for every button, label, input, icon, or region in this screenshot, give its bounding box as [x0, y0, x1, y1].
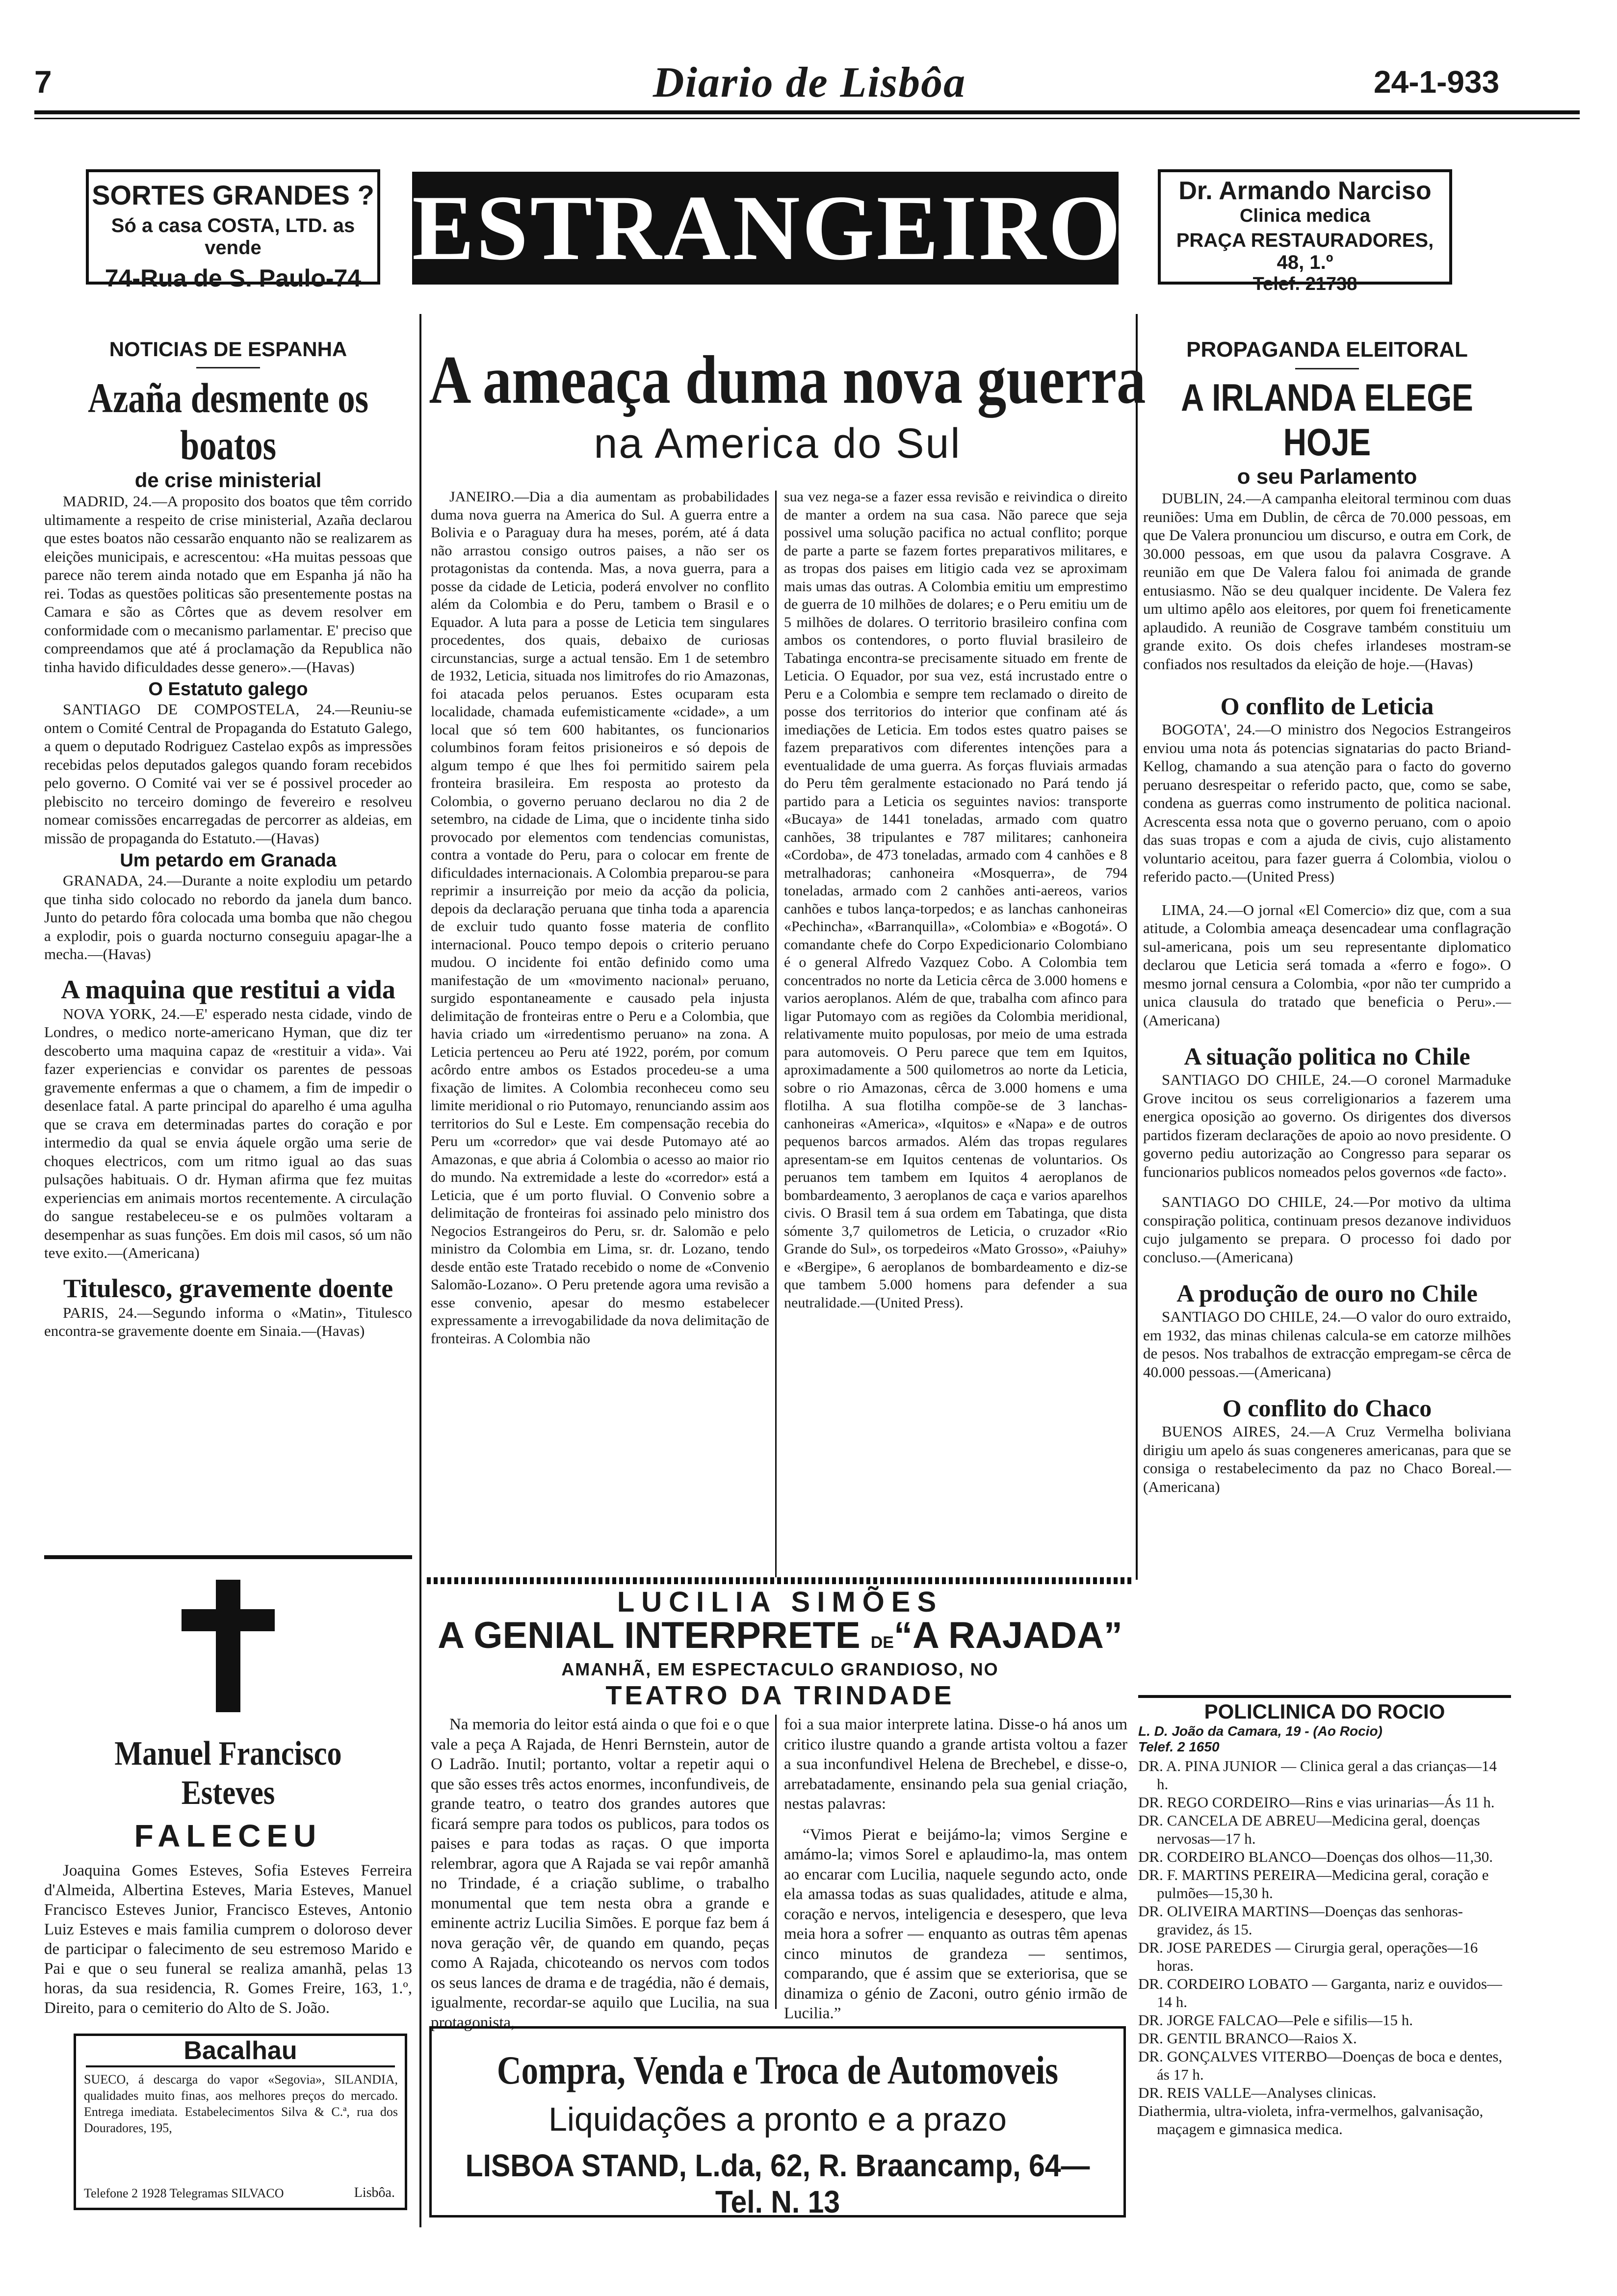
article-irlanda-text: DUBLIN, 24.—A campanha eleitoral terminou com duas reuniões: Uma em Dublin, de cêrca de 70.000 pessoas, em que De Valera pronunciou um discurso, e outra em Cork, de 30.000 pessoas, em que usou da palavra Cosgrave. A reunião em que De Valera falou foi animada de grande entusiasmo. Não se deu qualquer incidente. De Valera fez um ultimo apêlo aos eleitores, por quem foi freneticamente aplaudido. A reunião de Cosgrave também constituiu um grande exito. Os dois chefes irlandeses mostram-se confiados nos resultados da eleição de hoje.—(Havas)	[1143, 490, 1511, 673]
article-chile-politica	[1143, 1070, 1511, 1181]
obituary	[44, 1570, 412, 2018]
obituary-rule	[44, 1555, 412, 1559]
divider	[196, 367, 260, 368]
ad-bacalhau-text: SUECO, á descarga do vapor «Segovia», SILANDIA, qualidades muito finas, aos melhores preços do mercado. Entrega imediata. Estabelecimentos Silva & C.ª, rua dos Douradores, 195,	[84, 2072, 398, 2135]
article-leticia-text: BOGOTA', 24.—O ministro dos Negocios Estrangeiros enviou uma nota ás potencias signatarias do pacto Briand-Kellog, chamando a sua atenção para o facto do governo peruano desrespeitar o referido pacto, que, como se sabe, condena as guerras como instrumento de politica nacional. Acrescenta essa nota que o governo peruano, com o apoio das suas tropas e com a ajuda de civis, cujo alistamento voluntario aceitou, para fazer guerra á Colombia, violou o referido pacto.—(United Press)	[1143, 721, 1511, 885]
theater-line3: AMANHÃ, EM ESPECTACULO GRANDIOSO, NO	[561, 1659, 999, 1679]
column-rule	[1136, 314, 1138, 1580]
article-chaco-text: BUENOS AIRES, 24.—A Cruz Vermelha boliviana dirigiu um apelo ás suas congeneres americanas, para que se consiga o restabelecimento da paz no Chaco Boreal.—(Americana)	[1143, 1423, 1511, 1495]
policlinica-item: DR. JOSE PAREDES — Cirurgia geral, operações—16 horas.	[1138, 1939, 1478, 1974]
policlinica-item: DR. JORGE FALCAO—Pele e sifilis—15 h.	[1138, 2011, 1413, 2029]
main-subheadline: na America do Sul	[594, 420, 962, 467]
theater-rule-mid	[775, 1715, 777, 2009]
headline-titulesco: Titulesco, gravemente doente	[63, 1273, 393, 1303]
column-rule	[775, 491, 777, 1580]
main-headline: A ameaça duma nova guerra	[429, 342, 1146, 418]
policlinica-item: DR. CORDEIRO LOBATO — Garganta, nariz e ouvidos—14 h.	[1138, 1975, 1502, 2010]
headline-granada: Um petardo em Granada	[120, 850, 337, 871]
theater-col2-text: foi a sua maior interprete latina. Disse-o há anos um critico ilustre quando a grande artista voltou a fazer a sua inconfundivel Helena de Brechebel, e disse-o, arrebatadamente, ensinando pela sua genial criação, nestas palavras:	[784, 1716, 1127, 1813]
main-article-col1-text: JANEIRO.—Dia a dia aumentam as probabilidades duma nova guerra na America do Sul. A guerra entre a Bolivia e o Paraguay dura ha meses, porém, até á data não arrastou consigo outros paises, a não ser os protagonistas da contenda. Mas, a nova guerra, para a posse da cidade de Leticia, poderá envolver no conflito além da Colombia e do Peru, tambem o Brasil e o Equador. A luta para a posse de Leticia tem singulares procedentes, dos quais, debaixo de curiosas circunstancias, surge a actual tensão. Em 1 de setembro de 1932, Leticia, situada nos limitrofes do rio Amazonas, foi atacada pelos peruanos. Estes ocuparam esta localidade, chamada eufemisticamente «cidade», a um local que só tem 600 habitantes, os funcionarios columbinos foram feitos prisioneiros e só depois de algum tempo é que lhes foi permitido sairem pela fronteira brasileira. Em resposta ao protesto da Colombia, o governo peruano declarou no dia 2 de setembro, na cidade de Lima, que o incidente tinha sido provocado por elementos com tendencias comunistas, contra a vontade do Peru, para o colocar em frente de dificuldades internacionais. A Colombia preparou-se para reprimir a insurreição por meio da acção da policia, depois da declaração peruana que tinha toda a aparencia de excluir tudo quanto fosse materia de conflito internacional. Pouco tempo depois o criterio peruano mudou. O incidente foi então definido como uma manifestação de um «movimento nacional» peruano, surgido espontaneamente e causado pela injusta delimitação de fronteiras entre o Peru e a Colombia, que havia criado um «irredentismo peruano» na zona. A Leticia pertenceu ao Peru até 1922, porém, por comum acôrdo entre ambos os Estados procedeu-se a uma fixação de limites. A Colombia reconheceu como seu limite meridional o rio Putomayo, renunciando assim aos territorios do Sul e Leste. Em compensação recebia do Peru um «corredor» que vai desde Putomayo até ao Amazonas, e que abria á Colombia o acesso ao maior rio do mundo. Na extremidade a leste do «corredor» está a Leticia, que é um porto fluvial. O Convenio sobre a delimitação de fronteiras foi assinado pelo ministro dos Negocios Estrangeiros do Peru, sr. dr. Salomão e pelo ministro da Colombia em Lima, sr. dr. Lozano, tendo desde então este Tratado recebido o nome de «Convenio Salomão-Lozano». O Peru pretende agora uma revisão a esse convenio, apesar do mesmo estabelecer expressamente a irrevogabilidade da nova delimitação de fronteiras. A Colombia não	[431, 489, 769, 1347]
ad-sortes-line3: 74-Rua de S. Paulo-74	[104, 264, 362, 292]
theater-col1-text: Na memoria do leitor está ainda o que foi e o que vale a peça A Rajada, de Henri Bernstein, autor de O Ladrão. Inutil; portanto, voltar a repetir aqui o que são esses três actos enormes, inconfundiveis, de grande teatro, o teatro dos grandes autores que ficará sempre para todos os publicos, para todos os paises e para todas as raças. O que importa relembrar, agora que A Rajada se vai repôr amanhã no Trindade, é a criação sublime, o trabalho monumental que tem nesta obra a grande e eminente actriz Lucilia Simões. E porque faz bem á nova geração vêr, de quando em quando, peças como A Rajada, chicoteando os nervos com todos os seus lances de drama e de tragédia, não é demais, igualmente, recordar-se aquilo que Lucilia, na sua protagonista,	[431, 1716, 769, 2032]
ad-bacalhau-city: Lisbôa.	[354, 2185, 395, 2200]
policlinica-item: DR. CORDEIRO BLANCO—Doenças dos olhos—11,30.	[1138, 1848, 1493, 1865]
obituary-name: Manuel Francisco Esteves	[114, 1735, 342, 1812]
masthead-rule	[34, 110, 1580, 114]
theater-quote: “Vimos Pierat e beijámo-la; vimos Sergine e amámo-la; vimos Sorel e aplaudimo-la, mas ontem ao encarar com Lucilia, naquele segundo acto, onde ela amassa todas as suas qualidades, atitude e alma, coração e nervos, inteligencia e desespero, que leva meia hora a sofrer — enquanto as outras têm apenas cinco minutos de grandeza — sentimos, comparando, que é assim que se exteriorisa, que se dinamiza o génio de Zaconi, outro génio irmão de Lucilia.”	[784, 1826, 1127, 2022]
article-chile-conspiracao	[1143, 1193, 1511, 1266]
ad-doctor-line2: Clinica medica	[1239, 206, 1371, 226]
kicker-spain: NOTICIAS DE ESPANHA	[109, 338, 347, 361]
subhead-irlanda: o seu Parlamento	[1237, 465, 1417, 489]
ad-bacalhau	[74, 2034, 407, 2210]
headline-chile-politica: A situação politica no Chile	[1184, 1043, 1470, 1070]
ad-auto-line3: LISBOA STAND, L.da, 62, R. Braancamp, 64—Tel. N. 13	[465, 2148, 1090, 2219]
policlinica-addr1: L. D. João da Camara, 19 - (Ao Rocio)	[1138, 1723, 1382, 1739]
theater-line2c: “A RAJADA”	[893, 1615, 1122, 1656]
theater-rule-top	[427, 1577, 1133, 1584]
article-estatuto-text: SANTIAGO DE COMPOSTELA, 24.—Reuniu-se ontem o Comité Central de Propaganda do Estatuto Galego, a quem o deputado Rodriguez Castelao expôs as impressões recebidas pelos deputados galegos quando foram recebidos pelo governo. O Comité vai ver se é possivel proceder ao plebiscito no terceiro domingo de fevereiro e resolveu nomear comissões encarregadas de percorrer as aldeias, em missão de propaganda do Estatuto.—(Havas)	[44, 701, 412, 847]
article-irlanda	[1143, 489, 1511, 673]
column-rule	[419, 314, 421, 2227]
article-titulesco-text: PARIS, 24.—Segundo informa o «Matin», Titulesco encontra-se gravemente doente em Sinaia.—(Havas)	[44, 1304, 412, 1339]
headline-irlanda: A IRLANDA ELEGE HOJE	[1181, 376, 1473, 464]
headline-chaco: O conflito do Chaco	[1222, 1394, 1432, 1422]
policlinica-item: DR. GENTIL BRANCO—Raios X.	[1138, 2030, 1357, 2047]
policlinica-item: DR. OLIVEIRA MARTINS—Doenças das senhoras-gravidez, ás 15.	[1138, 1903, 1463, 1938]
headline-ouro: A produção de ouro no Chile	[1176, 1279, 1478, 1307]
headline-leticia: O conflito de Leticia	[1220, 692, 1434, 720]
article-leticia	[1143, 720, 1511, 886]
article-estatuto	[44, 700, 412, 847]
ad-sortes-line1: SORTES GRANDES ?	[92, 180, 374, 210]
divider	[1295, 368, 1359, 369]
kicker-propaganda: PROPAGANDA ELEITORAL	[1186, 338, 1468, 362]
right-column	[1143, 319, 1511, 1496]
theater-col2	[784, 1715, 1127, 2024]
headline-maquina: A maquina que restitui a vida	[61, 974, 395, 1004]
article-maquina	[44, 1005, 412, 1262]
policlinica-item: Diathermia, ultra-violeta, infra-vermelhos, galvanisação, maçagem e gimnasica medica.	[1138, 2102, 1484, 2138]
section-title-text: ESTRANGEIRO	[412, 177, 1123, 280]
section-title	[412, 172, 1123, 285]
ad-sortes-line2: Só a casa COSTA, LTD. as vende	[111, 215, 355, 259]
ad-doctor-line3: PRAÇA RESTAURADORES, 48, 1.º	[1176, 230, 1434, 273]
masthead-rule-thin	[34, 118, 1580, 119]
main-article-col1	[431, 488, 769, 1348]
article-granada-text: GRANADA, 24.—Durante a noite explodiu um petardo que tinha sido colocado no rebordo da janela dum banco. Junto do petardo fôra colocada uma bomba que não chegou a explodir, pois o guarda nocturno conseguiu apagar-lhe a mecha.—(Havas)	[44, 872, 412, 963]
article-maquina-text: NOVA YORK, 24.—E' esperado nesta cidade, vindo de Londres, o medico norte-americano Hyman, que diz ter descoberto uma maquina capaz de «restituir a vida». Vai fazer experiencias e convidar os parentes de pessoas gravemente enfermas a que o chamem, a fim de impedir o desenlace fatal. A parte principal do aparelho é uma agulha que se crava em determinadas partes do coração e por intermedio da qual se envia áquele orgão uma serie de choques electricos, com um ritmo igual ao das suas pulsações habituais. O dr. Hyman afirma que fez muitas experiencias em animais mortos recentemente. A circulação do sangue restabeleceu-se e os pulmões voltaram a desempenhar as suas funções. Em dois mil casos, só um não teve exito.—(Americana)	[44, 1005, 412, 1261]
obituary-faleceu: FALECEU	[134, 1818, 322, 1853]
article-lima-text: LIMA, 24.—O jornal «El Comercio» diz que, com a sua atitude, a Colombia ameaça desencadear uma conflagração sul-americana, pois um seu representante diplomatico declarou que Leticia será tomada a «ferro e fogo». O mesmo jornal censura a Colombia, «por não ter cumprido a unica clausula do tratado que beneficia o Peru».—(Americana)	[1143, 901, 1511, 1029]
main-article-col2	[784, 488, 1127, 1312]
article-azana-text: MADRID, 24.—A proposito dos boatos que têm corrido ultimamente a respeito de crise ministerial, Azaña declarou que estes boatos não cessarão enquanto não se realizarem as eleições municipais, e acrescentou: «Ha muitas pessoas que parece não terem ainda notado que em Espanha já não ha rei. Todas as questões politicas são presentemente postas na Camara e são as Côrtes que as devem resolver em conformidade com o mecanismo parlamentar. E' preciso que compreendamos que até á proclamação da Republica não tinha havido dificuldades desse genero».—(Havas)	[44, 493, 412, 676]
ad-bacalhau-title: Bacalhau	[86, 2036, 395, 2067]
theater-line4: TEATRO DA TRINDADE	[605, 1681, 955, 1710]
policlinica-item: DR. A. PINA JUNIOR — Clinica geral a das crianças—14 h.	[1138, 1757, 1497, 1793]
policlinica-item: DR. REIS VALLE—Analyses clinicas.	[1138, 2084, 1377, 2101]
policlinica-item: DR. REGO CORDEIRO—Rins e vias urinarias—Ás 11 h.	[1138, 1794, 1495, 1811]
policlinica-list	[1138, 1757, 1511, 2138]
article-titulesco	[44, 1304, 412, 1340]
headline-azana: Azaña desmente os boatos	[88, 374, 369, 469]
theater-line2	[427, 1614, 1133, 1657]
article-chile-conspiracao-text: SANTIAGO DO CHILE, 24.—Por motivo da ultima conspiração politica, continuam presos dezanove individuos cujo julgamento se prepara. O processo foi dado por concluso.—(Americana)	[1143, 1193, 1511, 1266]
ad-bacalhau-tele: Telefone 2 1928 Telegramas SILVACO	[84, 2186, 284, 2200]
article-granada	[44, 871, 412, 964]
theater-line1: LUCILIA SIMÕES	[617, 1586, 943, 1618]
obituary-text	[44, 1861, 412, 2018]
policlinica	[1138, 1695, 1511, 2138]
article-ouro	[1143, 1307, 1511, 1381]
headline-estatuto: O Estatuto galego	[148, 679, 308, 700]
ad-doctor	[1158, 169, 1452, 294]
policlinica-item: DR. F. MARTINS PEREIRA—Medicina geral, coração e pulmões—15,30 h.	[1138, 1866, 1489, 1902]
ad-auto-line2: Liquidações a pronto e a prazo	[548, 2101, 1007, 2138]
policlinica-item: DR. CANCELA DE ABREU—Medicina geral, doenças nervosas—17 h.	[1138, 1812, 1480, 1847]
newspaper-name: Diario de Lisbôa	[652, 59, 966, 106]
ad-sortes-grandes	[86, 169, 380, 292]
policlinica-title: POLICLINICA DO ROCIO	[1204, 1700, 1445, 1723]
ad-doctor-line1: Dr. Armando Narciso	[1178, 177, 1432, 205]
main-article-col2-text: sua vez nega-se a fazer essa revisão e reivindica o direito de manter a ordem na sua casa. Não parece que seja possivel uma solução pacifica no actual conflito; porque de parte a parte se fazem fortes preparativos militares, e as tropas dos paises em litigio cada vez se aproximam mais umas das outras. A Colombia emitiu um emprestimo de guerra de 10 milhões de dolares; e o Peru emitiu um de 5 milhões de dolares. O territorio brasileiro confina com ambos os contendores, o porto fluvial brasileiro de Tabatinga encontra-se precisamente situado em frente de Leticia. O Equador, por sua vez, está incrustado entre o Peru e a Colombia e sempre tem reclamado o direito de posse dos territorios do interior que confinam até ás imediações de Leticia. Em todos estes quatro paises se fazem preparativos com diferentes intenções para a eventualidade de uma guerra. As forças fluviais armadas do Peru têm geralmente estacionado no Pará tendo já partido para a Leticia os seguintes navios: transporte «Bucaya» de 1441 toneladas, armado com quatro canhões, 38 tripulantes e 787 militares; canhoneira «Cordoba», de 473 toneladas, armado com 4 canhões e 8 metralhadoras; canhoneira «Mosquerra», de 794 toneladas, armado com 2 canhões anti-aereos, varios canhões e tubos lança-torpedos; e as lanchas canhoneiras «Pechincha», «Barranquilla», «Colombia» e «Bogotá». O comandante chefe do Corpo Expedicionario Colombiano é o general Alfredo Vazquez Cobo. A Colombia tem concentrados no norte da Leticia cêrca de 3.000 homens e varios aeroplanos. Além de que, trabalha com afinco para ligar Putomayo com as regiões da Colombia meridional, relativamente muito populosas, por meio de uma estrada para automoveis. O Peru parece que tem em Iquitos, aproximadamente a 500 quilometros ao norte da Leticia, sobre o rio Amazonas, cêrca de 3.000 homens e uma flotilha. A sua flotilha compõe-se de 3 lanchas-canhoneiras «America», «Iquitos» e «Napa» e de outros pequenos barcos armados. Além das tropas regulares apresentam-se em Iquitos centenas de voluntarios. Os peruanos tem tambem em Iquitos 4 aeroplanos de bombardeamento, 3 aeroplanos de caça e varios aparelhos civis. O Brasil tem á sua ordem em Tabatinga, que dista sómente 3,7 quilometros de Leticia, o cruzador «Rio Grande do Sul», os torpedeiros «Mato Grosso», «Paiuhy» e «Bergipe», 6 aeroplanos de bombardeamento e diz-se que tambem 5.000 homens para defender a sua neutralidade.—(United Press).	[784, 489, 1127, 1311]
subhead-azana: de crise ministerial	[134, 469, 322, 492]
issue-date: 24-1-933	[1374, 64, 1500, 100]
page-number: 7	[34, 64, 52, 100]
obituary-text-body: Joaquina Gomes Esteves, Sofia Esteves Ferreira d'Almeida, Albertina Esteves, Maria Esteves, Manuel Francisco Esteves Junior, Francisco Esteves, Antonio Luiz Esteves e mais familia cumprem o doloroso dever de participar o falecimento de seu estremoso Marido e Pai e que o seu funeral se realiza amanhã, pelas 13 horas, da sua residencia, R. Gomes Freire, 163, 1.º, Direito, para o cemiterio do Alto de S. João.	[44, 1862, 412, 2017]
article-lima	[1143, 901, 1511, 1030]
article-chaco	[1143, 1422, 1511, 1496]
ad-doctor-line4: Telef. 21738	[1252, 274, 1357, 294]
theater-col1	[431, 1715, 769, 2033]
policlinica-item: DR. GONÇALVES VITERBO—Doenças de boca e dentes, ás 17 h.	[1138, 2048, 1503, 2083]
article-ouro-text: SANTIAGO DO CHILE, 24.—O valor do ouro extraido, em 1932, das minas chilenas calcula-se em catorze milhões de pesos. Nos trabalhos de extracção empregam-se cêrca de 40.000 pessoas.—(Americana)	[1143, 1308, 1511, 1381]
cross-icon	[44, 1570, 412, 1717]
left-column	[44, 319, 412, 1340]
theater-line2a: A GENIAL INTERPRETE	[438, 1615, 861, 1656]
ad-auto-line1: Compra, Venda e Troca de Automoveis	[496, 2048, 1059, 2092]
article-chile-politica-text: SANTIAGO DO CHILE, 24.—O coronel Marmaduke Grove incitou os seus correligionarios a fazerem uma energica oposição ao governo. Os dirigentes dos diversos partidos fizeram declarações de apoio ao novo presidente. O governo pediu autorização ao Congresso para separar os funcionarios publicos nomeados pelos governos «de facto».	[1143, 1071, 1511, 1180]
policlinica-addr2: Telef. 2 1650	[1138, 1739, 1220, 1754]
theater-line2b: DE	[870, 1633, 894, 1652]
article-azana	[44, 492, 412, 676]
ad-automoveis	[429, 2026, 1126, 2218]
